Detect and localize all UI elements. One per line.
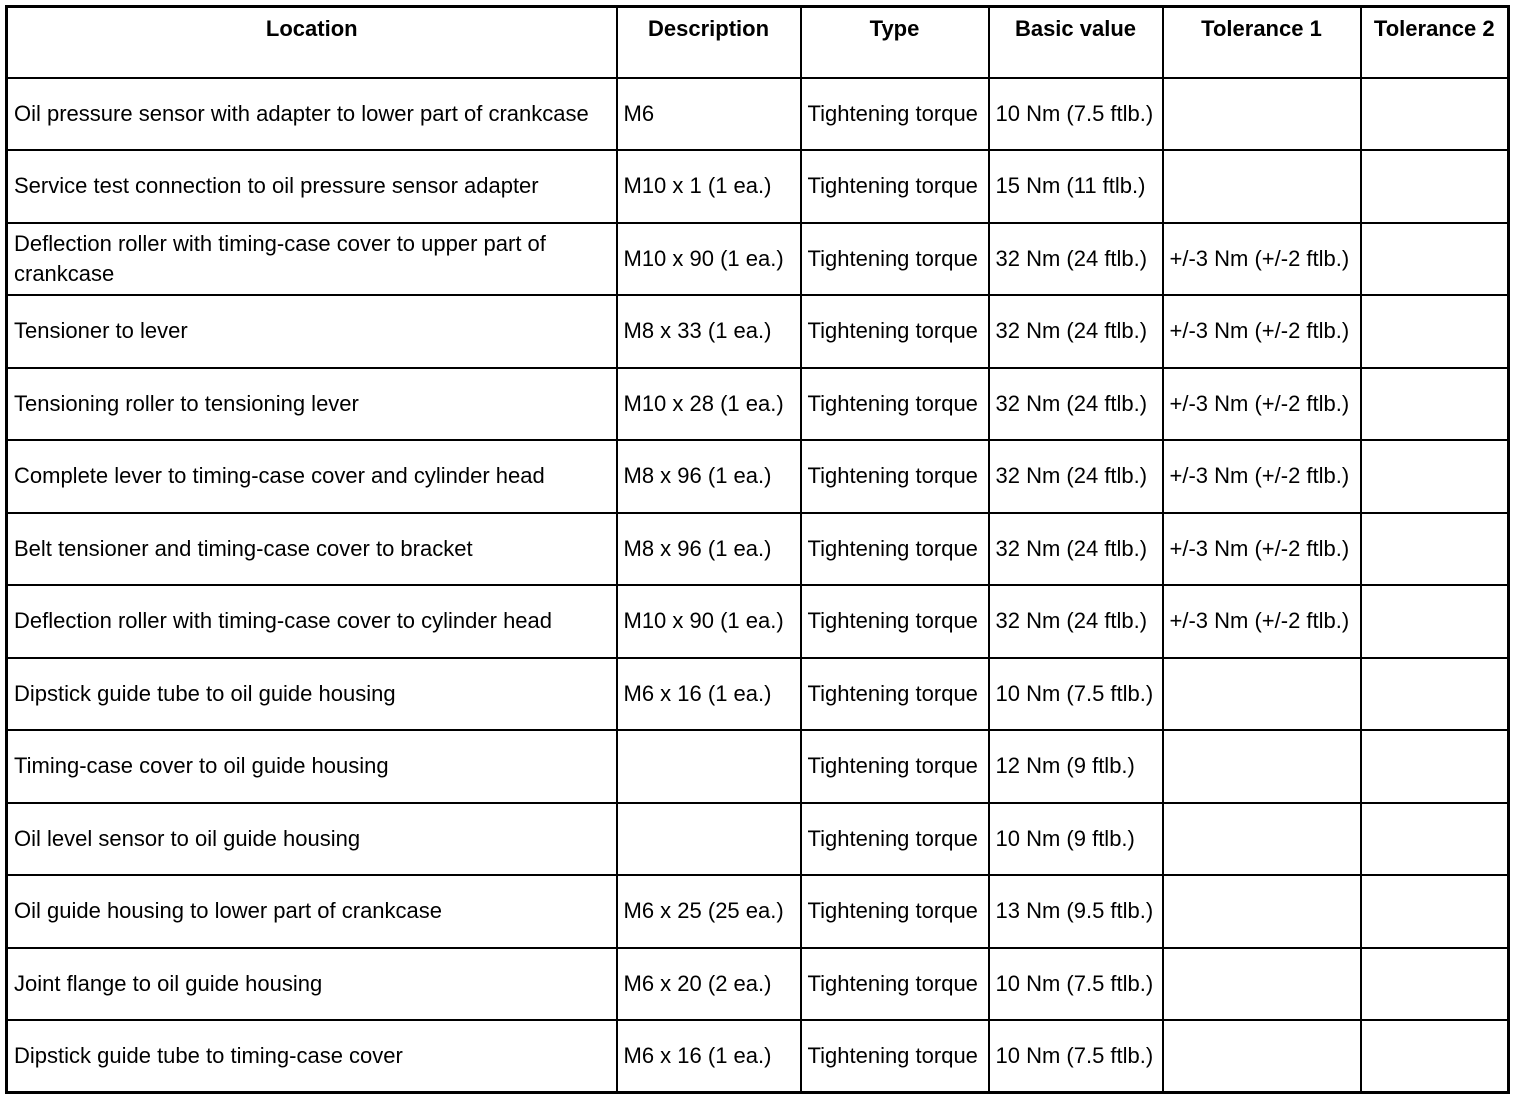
cell-tolerance-2 [1361,948,1509,1021]
cell-tolerance-1 [1163,875,1361,948]
cell-type: Tightening torque [801,440,989,513]
cell-tolerance-2 [1361,368,1509,441]
cell-tolerance-2 [1361,78,1509,151]
header-location: Location [7,7,617,78]
cell-basic-value: 32 Nm (24 ftlb.) [989,295,1163,368]
cell-tolerance-1 [1163,730,1361,803]
cell-location: Service test connection to oil pressure sensor adapter [7,150,617,223]
cell-type: Tightening torque [801,875,989,948]
cell-location: Joint flange to oil guide housing [7,948,617,1021]
cell-description: M6 x 16 (1 ea.) [617,1020,801,1093]
cell-description [617,730,801,803]
table-body [7,78,1509,1093]
cell-description [617,803,801,876]
cell-type: Tightening torque [801,150,989,223]
cell-location: Tensioner to lever [7,295,617,368]
cell-type: Tightening torque [801,1020,989,1093]
cell-tolerance-2 [1361,585,1509,658]
cell-tolerance-2 [1361,730,1509,803]
cell-type: Tightening torque [801,803,989,876]
table-header [7,7,1509,78]
cell-tolerance-2 [1361,150,1509,223]
cell-basic-value: 10 Nm (7.5 ftlb.) [989,1020,1163,1093]
cell-type: Tightening torque [801,658,989,731]
cell-description: M10 x 1 (1 ea.) [617,150,801,223]
table-row [7,513,1509,586]
cell-description: M10 x 90 (1 ea.) [617,223,801,296]
cell-tolerance-2 [1361,295,1509,368]
cell-tolerance-1: +/-3 Nm (+/-2 ftlb.) [1163,513,1361,586]
cell-type: Tightening torque [801,730,989,803]
cell-tolerance-1 [1163,150,1361,223]
cell-location: Dipstick guide tube to timing-case cover [7,1020,617,1093]
cell-location: Dipstick guide tube to oil guide housing [7,658,617,731]
cell-type: Tightening torque [801,513,989,586]
table-row [7,295,1509,368]
cell-description: M8 x 96 (1 ea.) [617,440,801,513]
cell-type: Tightening torque [801,295,989,368]
table-row [7,223,1509,296]
cell-type: Tightening torque [801,948,989,1021]
header-type: Type [801,7,989,78]
cell-basic-value: 32 Nm (24 ftlb.) [989,585,1163,658]
cell-location: Deflection roller with timing-case cover to upper part of crankcase [7,223,617,296]
cell-tolerance-1: +/-3 Nm (+/-2 ftlb.) [1163,295,1361,368]
cell-description: M10 x 90 (1 ea.) [617,585,801,658]
torque-spec-table [5,5,1510,1094]
header-basic-value: Basic value [989,7,1163,78]
cell-tolerance-1: +/-3 Nm (+/-2 ftlb.) [1163,440,1361,513]
cell-tolerance-1: +/-3 Nm (+/-2 ftlb.) [1163,585,1361,658]
cell-description: M10 x 28 (1 ea.) [617,368,801,441]
cell-tolerance-1: +/-3 Nm (+/-2 ftlb.) [1163,223,1361,296]
header-tolerance-2: Tolerance 2 [1361,7,1509,78]
table-row [7,948,1509,1021]
cell-tolerance-1 [1163,658,1361,731]
cell-basic-value: 13 Nm (9.5 ftlb.) [989,875,1163,948]
cell-location: Deflection roller with timing-case cover to cylinder head [7,585,617,658]
cell-basic-value: 32 Nm (24 ftlb.) [989,223,1163,296]
cell-basic-value: 10 Nm (7.5 ftlb.) [989,948,1163,1021]
cell-basic-value: 32 Nm (24 ftlb.) [989,513,1163,586]
cell-tolerance-1 [1163,948,1361,1021]
cell-basic-value: 12 Nm (9 ftlb.) [989,730,1163,803]
cell-description: M6 [617,78,801,151]
cell-tolerance-2 [1361,440,1509,513]
cell-type: Tightening torque [801,78,989,151]
cell-basic-value: 32 Nm (24 ftlb.) [989,440,1163,513]
cell-basic-value: 10 Nm (7.5 ftlb.) [989,658,1163,731]
cell-basic-value: 15 Nm (11 ftlb.) [989,150,1163,223]
cell-tolerance-2 [1361,223,1509,296]
cell-tolerance-2 [1361,1020,1509,1093]
cell-tolerance-1 [1163,803,1361,876]
cell-location: Complete lever to timing-case cover and cylinder head [7,440,617,513]
cell-tolerance-1 [1163,1020,1361,1093]
table-row [7,1020,1509,1093]
cell-type: Tightening torque [801,223,989,296]
table-row [7,803,1509,876]
header-tolerance-1: Tolerance 1 [1163,7,1361,78]
cell-tolerance-2 [1361,803,1509,876]
cell-tolerance-1 [1163,78,1361,151]
cell-location: Oil pressure sensor with adapter to lower part of crankcase [7,78,617,151]
table-row [7,150,1509,223]
cell-basic-value: 10 Nm (7.5 ftlb.) [989,78,1163,151]
cell-tolerance-2 [1361,875,1509,948]
cell-tolerance-2 [1361,513,1509,586]
table-row [7,440,1509,513]
cell-location: Belt tensioner and timing-case cover to bracket [7,513,617,586]
table-row [7,585,1509,658]
table-row [7,730,1509,803]
header-description: Description [617,7,801,78]
cell-location: Timing-case cover to oil guide housing [7,730,617,803]
table-row [7,368,1509,441]
cell-basic-value: 10 Nm (9 ftlb.) [989,803,1163,876]
cell-description: M8 x 96 (1 ea.) [617,513,801,586]
cell-location: Tensioning roller to tensioning lever [7,368,617,441]
cell-location: Oil guide housing to lower part of crankcase [7,875,617,948]
table-row [7,875,1509,948]
cell-type: Tightening torque [801,585,989,658]
header-row [7,7,1509,78]
cell-location: Oil level sensor to oil guide housing [7,803,617,876]
cell-tolerance-2 [1361,658,1509,731]
table-row [7,78,1509,151]
cell-description: M6 x 16 (1 ea.) [617,658,801,731]
cell-description: M8 x 33 (1 ea.) [617,295,801,368]
cell-tolerance-1: +/-3 Nm (+/-2 ftlb.) [1163,368,1361,441]
cell-description: M6 x 25 (25 ea.) [617,875,801,948]
table-row [7,658,1509,731]
cell-description: M6 x 20 (2 ea.) [617,948,801,1021]
cell-type: Tightening torque [801,368,989,441]
cell-basic-value: 32 Nm (24 ftlb.) [989,368,1163,441]
